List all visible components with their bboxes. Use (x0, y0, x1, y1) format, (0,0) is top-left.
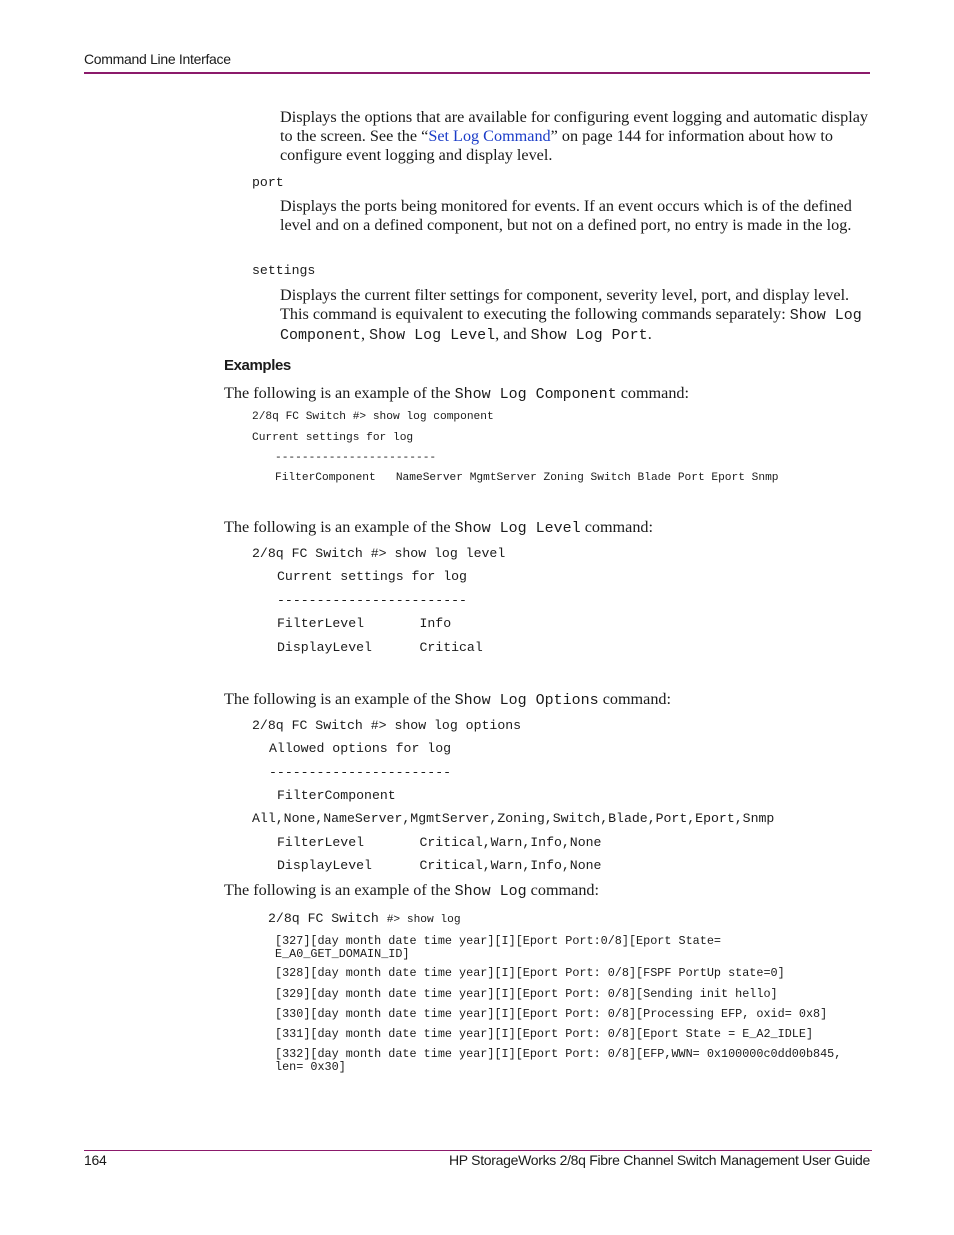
prompt-command: #> show log (386, 914, 461, 926)
guide-title: HP StorageWorks 2/8q Fibre Channel Switch Management User Guide (448, 1152, 870, 1168)
settings-period: . (647, 325, 652, 343)
options-description-text: Displays the options that are available for configuring event logging and automatic display to the screen. See the “ (280, 108, 868, 145)
term-settings: settings (252, 263, 316, 278)
log-entry: [329][day month date time year][I][Eport Port: 0/8][Sending init hello] (275, 987, 778, 1001)
ex-log-prompt (268, 909, 461, 927)
code-line: ------------------------ (275, 452, 437, 464)
ex-options-cmd: Show Log Options (454, 692, 599, 709)
code-line: FilterLevel Info (277, 616, 452, 631)
ex-level-cmd: Show Log Level (454, 520, 581, 537)
ex-options-intro-end: command: (598, 690, 672, 708)
cmd-show-log-component: Show Log Component (280, 307, 862, 344)
log-entry: [331][day month date time year][I][Eport Port: 0/8][Eport State = E_A2_IDLE] (275, 1027, 814, 1041)
ex-component-cmd: Show Log Component (454, 386, 617, 403)
code-line: Current settings for log (252, 432, 414, 444)
footer-rule (84, 1150, 872, 1151)
options-description (280, 108, 870, 165)
code-line: 2/8q FC Switch #> show log component (252, 411, 494, 423)
ex-options-intro-text: The following is an example of the (224, 690, 455, 708)
code-line: DisplayLevel Critical (277, 640, 483, 655)
ex-component-intro-end: command: (616, 384, 690, 402)
code-line: 2/8q FC Switch #> show log options (252, 718, 522, 733)
log-entry: [332][day month date time year][I][Eport Port: 0/8][EFP,WWN= 0x100000c0dd00b845, len= 0x30] (275, 1047, 842, 1074)
options-description-text-end: ” on page 144 for information about how to configure event logging and display level. (280, 127, 833, 164)
settings-description-text: Displays the current filter settings for component, severity level, port, and display level. This command is equivalent to executing the following commands separately: (280, 286, 850, 323)
cmd-show-log-level: Show Log Level (369, 327, 496, 344)
code-line: Allowed options for log (269, 741, 452, 756)
log-entry: [330][day month date time year][I][Eport Port: 0/8][Processing EFP, oxid= 0x8] (275, 1007, 828, 1021)
ex-level-intro-end: command: (580, 518, 654, 536)
set-log-command-link[interactable]: Set Log Command (428, 127, 551, 145)
settings-description (280, 286, 870, 345)
code-line: ------------------------ (277, 593, 467, 608)
code-line: FilterComponent NameServer MgmtServer Zoning Switch Blade Port Eport Snmp (275, 472, 779, 484)
ex-options-intro (224, 690, 671, 709)
cmd-show-log-port: Show Log Port (530, 327, 648, 344)
settings-separator-1: , (361, 325, 370, 343)
ex-level-intro (224, 518, 653, 537)
settings-separator-2: , and (495, 325, 531, 343)
term-port: port (252, 175, 284, 190)
page-number: 164 (84, 1152, 107, 1168)
running-header: Command Line Interface (84, 51, 231, 67)
header-rule (84, 72, 870, 74)
ex-component-intro-text: The following is an example of the (224, 384, 455, 402)
ex-log-intro-text: The following is an example of the (224, 881, 455, 899)
ex-log-intro-end: command: (526, 881, 600, 899)
examples-heading: Examples (224, 357, 291, 374)
ex-log-intro (224, 881, 599, 900)
ex-level-intro-text: The following is an example of the (224, 518, 455, 536)
log-entry: [327][day month date time year][I][Eport Port:0/8][Eport State= E_A0_GET_DOMAIN_ID] (275, 934, 721, 961)
code-line: 2/8q FC Switch #> show log level (252, 546, 506, 561)
log-entry: [328][day month date time year][I][Eport Port: 0/8][FSPF PortUp state=0] (275, 966, 785, 980)
ex-component-intro (224, 384, 689, 403)
code-line: ----------------------- (269, 765, 452, 780)
code-line: FilterComponent (277, 788, 396, 803)
prompt-text: 2/8q FC Switch (268, 911, 387, 926)
port-description: Displays the ports being monitored for events. If an event occurs which is of the defined level and on a defined component, but not on a defined port, no entry is made in the log. (280, 197, 852, 234)
ex-log-cmd: Show Log (454, 883, 527, 900)
code-line: All,None,NameServer,MgmtServer,Zoning,Switch,Blade,Port,Eport,Snmp (252, 811, 775, 826)
code-line: DisplayLevel Critical,Warn,Info,None (277, 858, 602, 873)
code-line: FilterLevel Critical,Warn,Info,None (277, 835, 602, 850)
code-line: Current settings for log (277, 569, 467, 584)
